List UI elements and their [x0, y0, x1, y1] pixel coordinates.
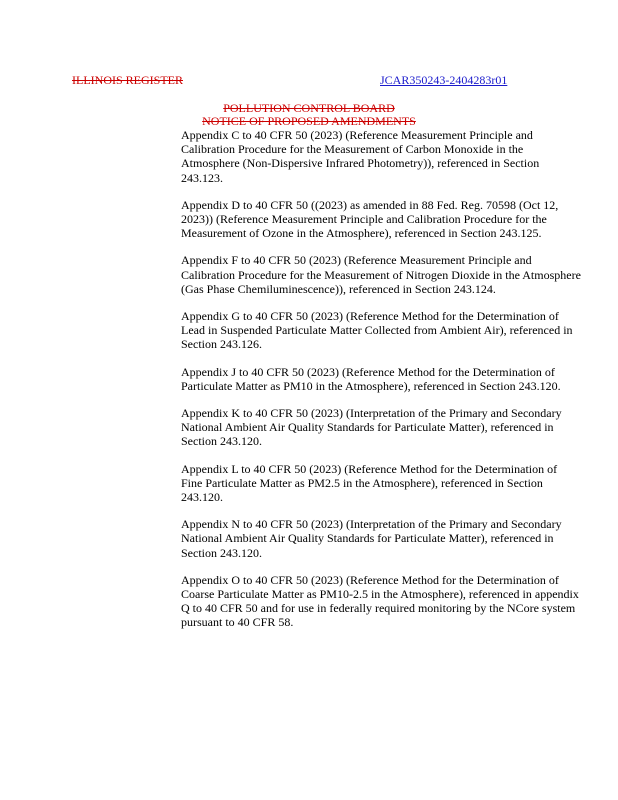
paragraph-appendix-l: Appendix L to 40 CFR 50 (2023) (Reference Method for the Determination of Fine Particulate Matter as PM2.5 in the Atmosphere), referenced in Section 243.120.	[181, 461, 558, 505]
paragraph-appendix-c: Appendix C to 40 CFR 50 (2023) (Reference Measurement Principle and Calibration Procedure for the Measurement of Carbon Monoxide in the Atmosphere (Non-Dispersive Infrared Photometry)), referenced in Section 243.123.	[181, 128, 540, 185]
notice-title: NOTICE OF PROPOSED AMENDMENTS	[202, 114, 416, 128]
document-body	[181, 128, 581, 643]
board-title: POLLUTION CONTROL BOARD	[223, 101, 395, 115]
paragraph-appendix-g: Appendix G to 40 CFR 50 (2023) (Reference Method for the Determination of Lead in Suspended Particulate Matter Collected from Ambient Air), referenced in Section 243.126.	[181, 309, 573, 352]
paragraph-appendix-n: Appendix N to 40 CFR 50 (2023) (Interpretation of the Primary and Secondary National Ambient Air Quality Standards for Particulate Matter), referenced in Section 243.120.	[181, 517, 562, 560]
paragraph-appendix-f: Appendix F to 40 CFR 50 (2023) (Reference Measurement Principle and Calibration Procedure for the Measurement of Nitrogen Dioxide in the Atmosphere (Gas Phase Chemiluminescence)), referenced in Section 243.124.	[181, 253, 581, 296]
paragraph-appendix-j: Appendix J to 40 CFR 50 (2023) (Reference Method for the Determination of Particulate Matter as PM10 in the Atmosphere), referenced in Section 243.120.	[181, 364, 561, 393]
paragraph-appendix-d: Appendix D to 40 CFR 50 ((2023) as amended in 88 Fed. Reg. 70598 (Oct 12, 2023)) (Reference Measurement Principle and Calibration Procedure for the Measurement of Ozone in the Atmosphere), referenced in Section 243.125.	[181, 197, 559, 241]
paragraph-appendix-o: Appendix O to 40 CFR 50 (2023) (Reference Method for the Determination of Coarse Particulate Matter as PM10-2.5 in the Atmosphere), referenced in appendix Q to 40 CFR 50 and for use in federally required monitoring by the NCore system pursuant to 40 CFR 58.	[181, 572, 579, 630]
paragraph-appendix-k: Appendix K to 40 CFR 50 (2023) (Interpretation of the Primary and Secondary National Ambient Air Quality Standards for Particulate Matter), referenced in Section 243.120.	[181, 406, 562, 449]
register-header: ILLINOIS REGISTER	[72, 73, 183, 87]
jcar-code: JCAR350243-2404283r01	[380, 73, 508, 87]
